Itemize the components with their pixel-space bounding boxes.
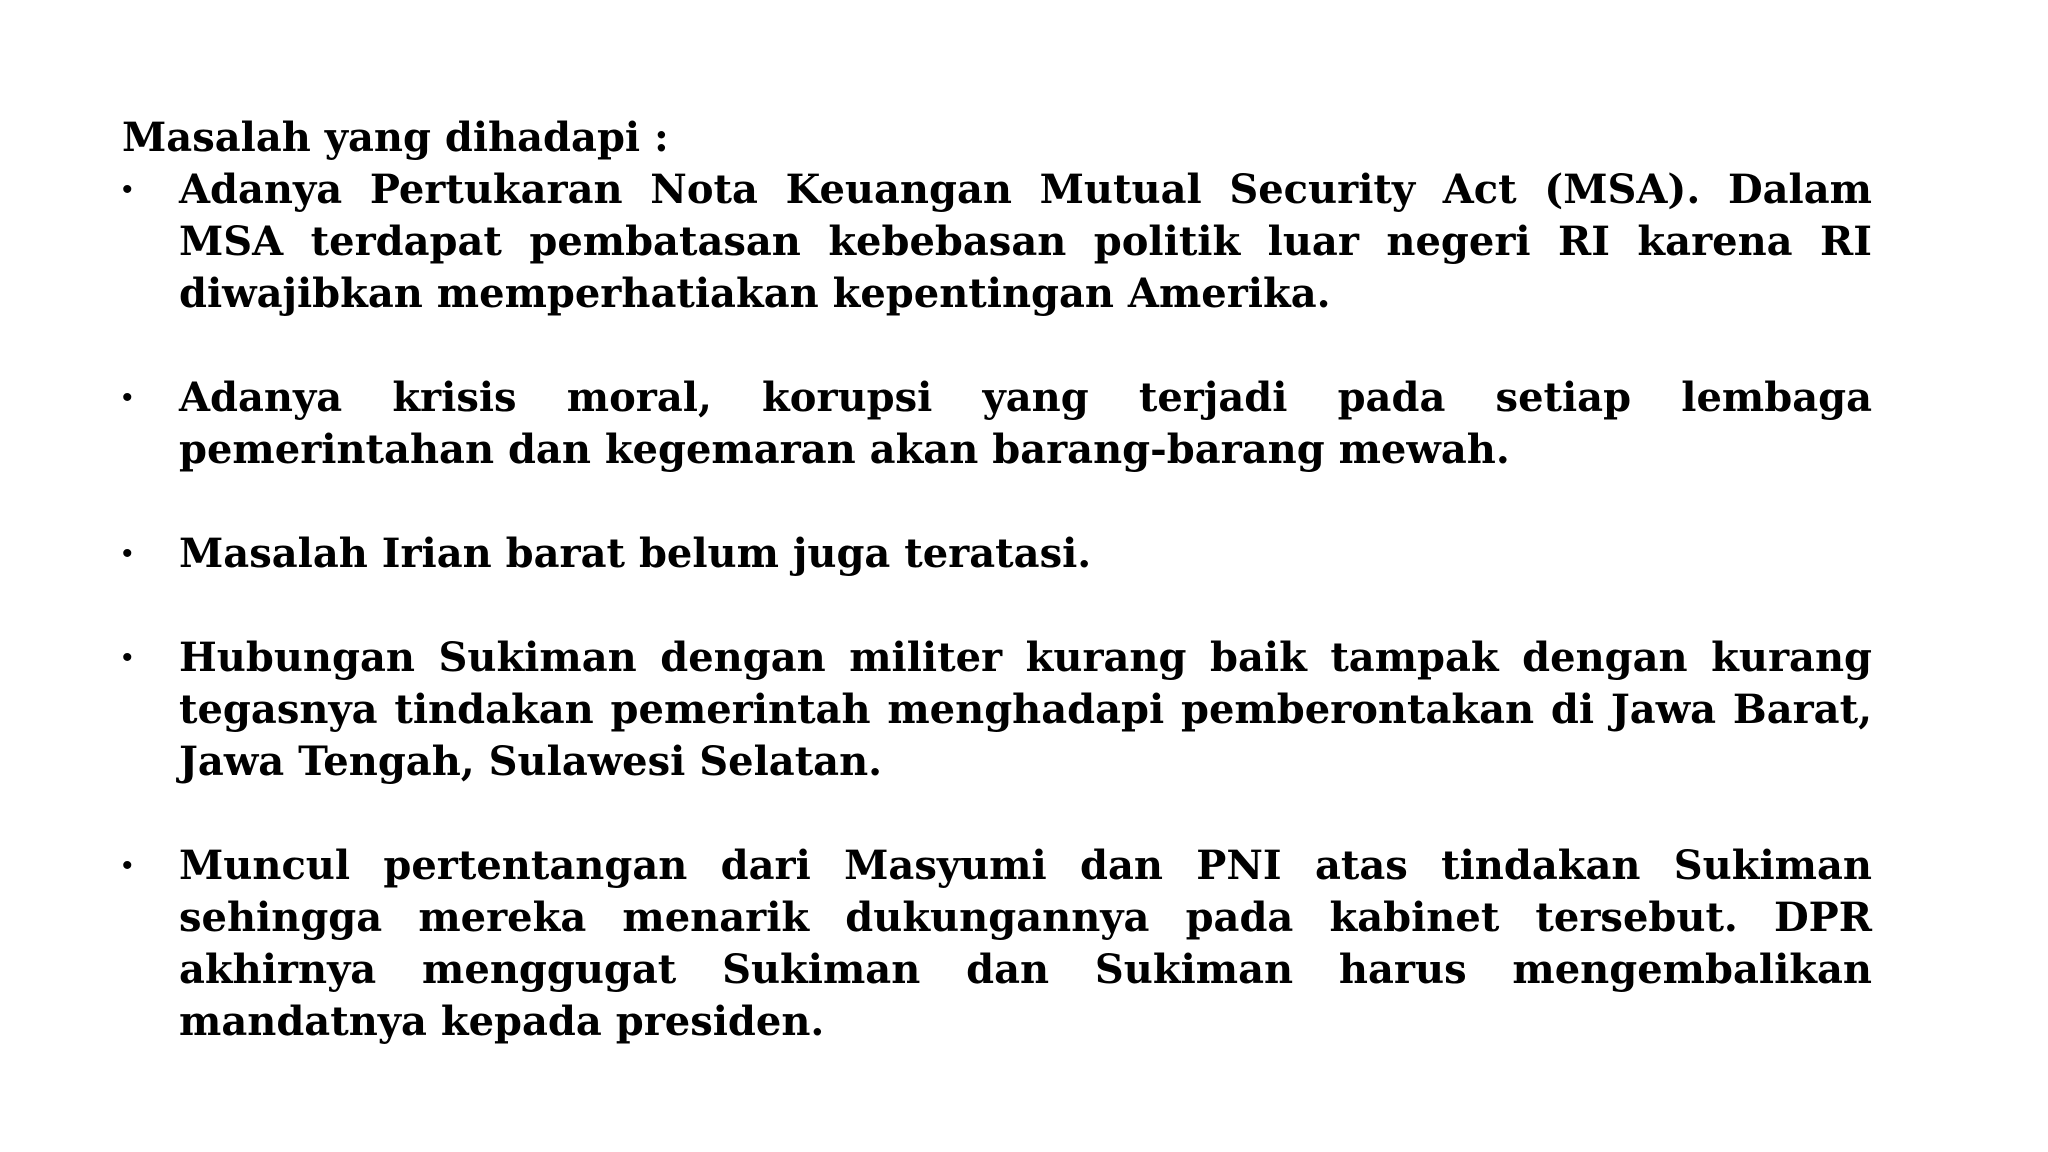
bullet-icon: • (122, 849, 133, 882)
bullet-text: Adanya Pertukaran Nota Keuangan Mutual Security Act (MSA). Dalam MSA terdapat pembatasan kebebasan politik luar negeri RI karena RI diwajibkan memperhatiakan kepentingan Amerika. (179, 166, 1872, 317)
bullet-item-krisis-moral (122, 372, 1872, 476)
bullet-icon: • (122, 381, 133, 414)
bullet-item-pertentangan (122, 840, 1872, 1048)
bullet-text: Hubungan Sukiman dengan militer kurang baik tampak dengan kurang tegasnya tindakan pemerintah menghadapi pemberontakan di Jawa Barat, Jawa Tengah, Sulawesi Selatan. (179, 634, 1872, 785)
bullet-item-irian-barat (122, 528, 1872, 580)
bullet-text: Muncul pertentangan dari Masyumi dan PNI atas tindakan Sukiman sehingga mereka menarik dukungannya pada kabinet tersebut. DPR akhirnya menggugat Sukiman dan Sukiman harus mengembalikan mandatnya kepada presiden. (179, 842, 1872, 1045)
bullet-item-hubungan-militer (122, 632, 1872, 788)
slide-content (122, 112, 1872, 1048)
bullet-item-msa (122, 164, 1872, 320)
slide-heading: Masalah yang dihadapi : (122, 114, 669, 161)
bullet-icon: • (122, 173, 133, 206)
bullet-text: Masalah Irian barat belum juga teratasi. (179, 530, 1092, 577)
bullet-icon: • (122, 537, 133, 570)
bullet-text: Adanya krisis moral, korupsi yang terjadi pada setiap lembaga pemerintahan dan kegemaran akan barang-barang mewah. (179, 374, 1872, 473)
bullet-icon: • (122, 641, 133, 674)
bullet-list (122, 164, 1872, 1048)
